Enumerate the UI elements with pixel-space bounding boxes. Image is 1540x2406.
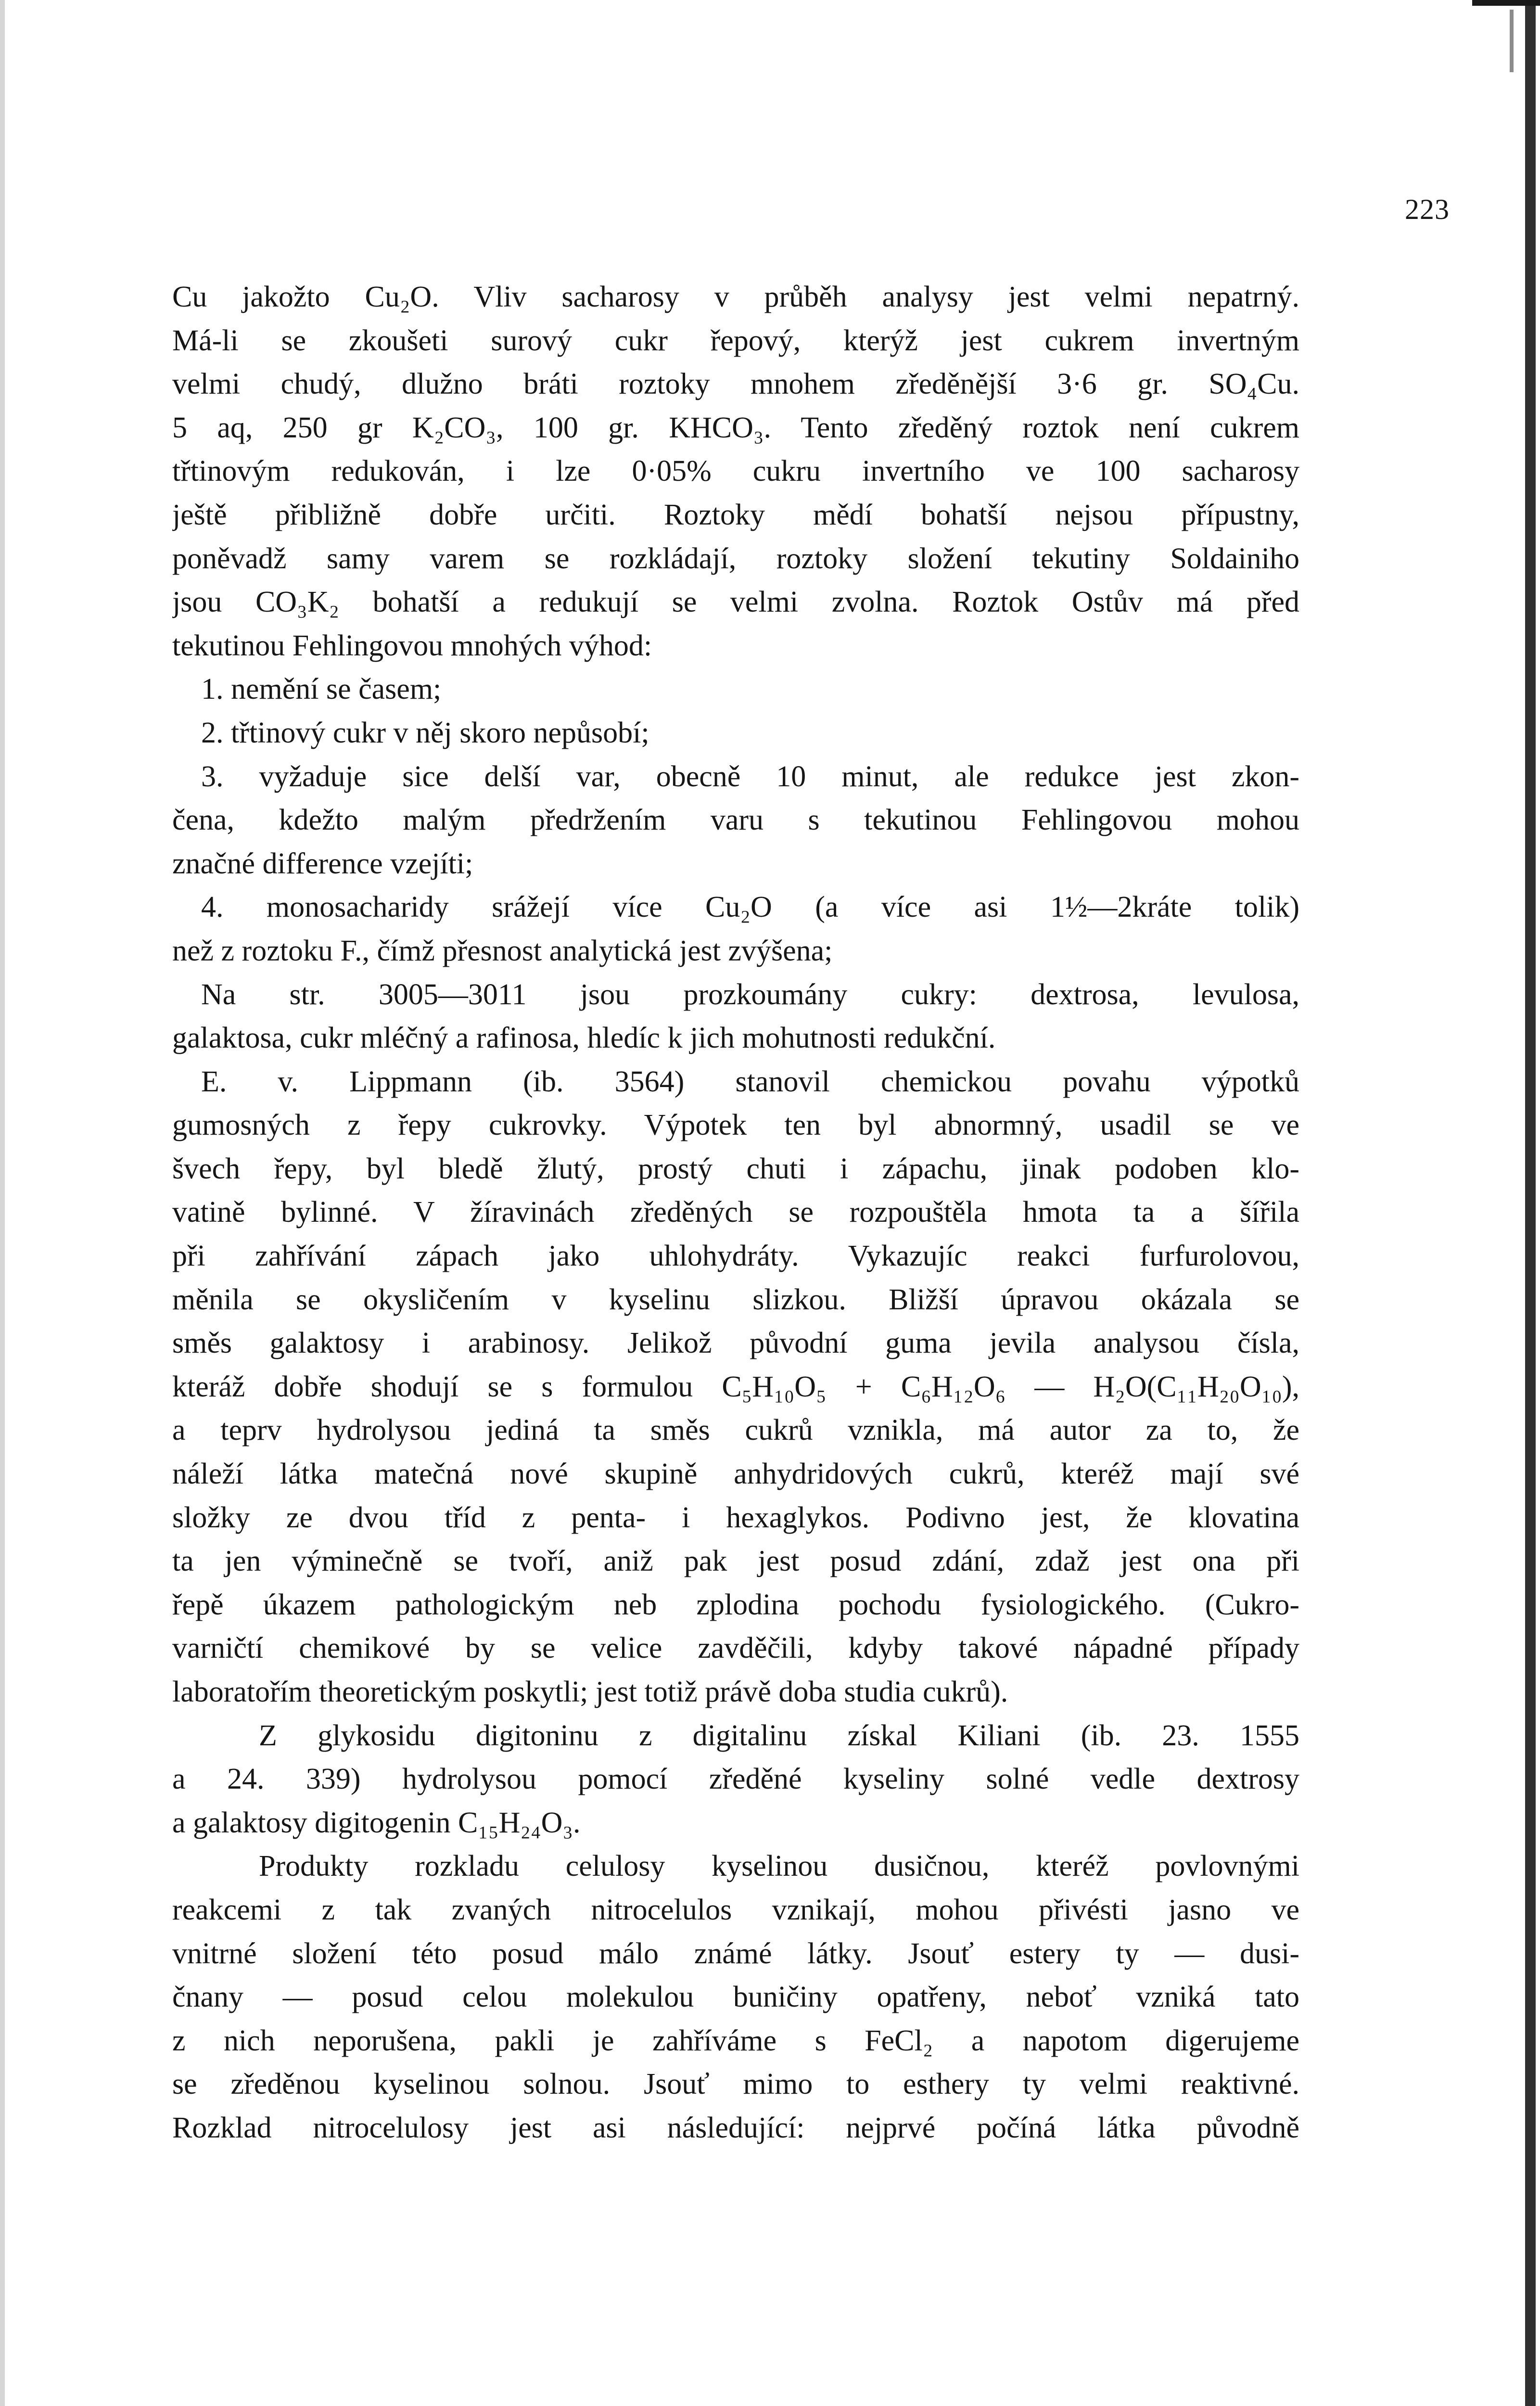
text-line: a galaktosy digitogenin C₁₅H₂₄O₃. [172,1806,581,1839]
text-line: 1. nemění se časem; [201,673,442,706]
text-line: měnila se okysličením v kyselinu slizkou. Bližší úpravou okázala se [172,1283,1299,1316]
paragraph [172,973,1299,1060]
text-line: a 24. 339) hydrolysou pomocí zředěné kyseliny solné vedle dextrosy [172,1763,1299,1796]
text-line: 3. vyžaduje sice delší var, obecně 10 minut, ale redukce jest zkon- [201,760,1299,793]
text-line: ta jen výminečně se tvoří, aniž pak jest posud zdání, zdaž jest ona při [172,1545,1299,1578]
text-line: Cu jakožto Cu₂O. Vliv sacharosy v průběh analysy jest velmi nepatrný. [172,281,1299,313]
text-line: čena, kdežto malým předržením varu s tekutinou Fehlingovou mohou [172,804,1299,837]
text-line: z nich neporušena, pakli je zahříváme s FeCl₂ a napotom digerujeme [172,2024,1299,2057]
text-line: 2. třtinový cukr v něj skoro nepůsobí; [201,716,649,749]
body-text [172,275,1299,2150]
text-line: E. v. Lippmann (ib. 3564) stanovil chemickou povahu výpotků [201,1065,1299,1098]
text-line: galaktosa, cukr mléčný a rafinosa, hledíc k jich mohutnosti redukční. [172,1022,996,1055]
scan-left-shadow [0,0,5,2406]
text-line: 4. monosacharidy srážejí více Cu₂O (a více asi 1½—2kráte tolik) [201,891,1299,924]
text-line: než z roztoku F., čímž přesnost analytická jest zvýšena; [172,934,833,967]
list-item [172,885,1299,973]
paragraph [172,1714,1299,1845]
text-line: čnany — posud celou molekulou buničiny opatřeny, neboť vzniká tato [172,1981,1299,2014]
text-line: třtinovým redukován, i lze 0·05% cukru invertního ve 100 sacharosy [172,455,1299,488]
text-line: směs galaktosy i arabinosy. Jelikož původní guma jevila analysou čísla, [172,1327,1299,1360]
text-line: švech řepy, byl bledě žlutý, prostý chuti i zápachu, jinak podoben klo- [172,1152,1299,1185]
paragraph [172,275,1299,667]
text-line: vnitrné složení této posud málo známé látky. Jsouť estery ty — dusi- [172,1937,1299,1970]
text-line: laboratořím theoretickým poskytli; jest totiž právě doba studia cukrů). [172,1676,1008,1708]
text-line: Má-li se zkoušeti surový cukr řepový, kterýž jest cukrem invertným [172,324,1299,357]
text-line: složky ze dvou tříd z penta- i hexaglykos. Podivno jest, že klovatina [172,1501,1299,1534]
text-line: Na str. 3005—3011 jsou prozkoumány cukry: dextrosa, levulosa, [201,978,1299,1011]
text-line: velmi chudý, dlužno bráti roztoky mnohem zředěnější 3·6 gr. SO₄Cu. [172,368,1299,401]
list-item [172,711,1299,755]
list-item [172,667,1299,711]
text-line: reakcemi z tak zvaných nitrocelulos vznikají, mohou přivésti jasno ve [172,1893,1299,1926]
list-item [172,755,1299,886]
paragraph [172,1060,1299,1714]
scan-edge-tick [1510,10,1514,72]
text-line: náleží látka matečná nové skupině anhydridových cukrů, kteréž mají své [172,1458,1299,1491]
text-line: značné difference vzejíti; [172,847,473,880]
text-line: gumosných z řepy cukrovky. Výpotek ten byl abnormný, usadil se ve [172,1109,1299,1142]
text-line: při zahřívání zápach jako uhlohydráty. Vykazujíc reakci furfurolovou, [172,1240,1299,1273]
text-line: řepě úkazem pathologickým neb zplodina pochodu fysiologického. (Cukro- [172,1588,1299,1621]
text-line: a teprv hydrolysou jediná ta směs cukrů vznikla, má autor za to, že [172,1414,1299,1447]
text-line: varničtí chemikové by se velice zavděčili, kdyby takové nápadné případy [172,1632,1299,1665]
text-line: 5 aq, 250 gr K₂CO₃, 100 gr. KHCO₃. Tento zředěný roztok není cukrem [172,411,1299,444]
scan-edge-shadow [1525,0,1536,2406]
text-line: ještě přibližně dobře určiti. Roztoky mědí bohatší nejsou přípustny, [172,498,1299,531]
text-line: Produkty rozkladu celulosy kyselinou dusičnou, kteréž povlovnými [259,1850,1299,1883]
text-line: tekutinou Fehlingovou mnohých výhod: [172,629,652,662]
text-line: kteráž dobře shodují se s formulou C₅H₁₀O₅ + C₆H₁₂O₆ — H₂O(C₁₁H₂₀O₁₀), [172,1370,1299,1403]
text-line: vatině bylinné. V žíravinách zředěných se rozpouštěla hmota ta a šířila [172,1196,1299,1229]
text-line: poněvadž samy varem se rozkládají, roztoky složení tekutiny Soldainiho [172,542,1299,575]
text-line: Z glykosidu digitoninu z digitalinu získal Kiliani (ib. 23. 1555 [259,1719,1299,1752]
page-number: 223 [1405,193,1450,225]
text-line: jsou CO₃K₂ bohatší a redukují se velmi zvolna. Roztok Ostův má před [172,586,1299,619]
text-line: se zředěnou kyselinou solnou. Jsouť mimo to esthery ty velmi reaktivné. [172,2068,1299,2101]
text-line: Rozklad nitrocelulosy jest asi následující: nejprvé počíná látka původně [172,2111,1299,2144]
paragraph [172,1844,1299,2150]
